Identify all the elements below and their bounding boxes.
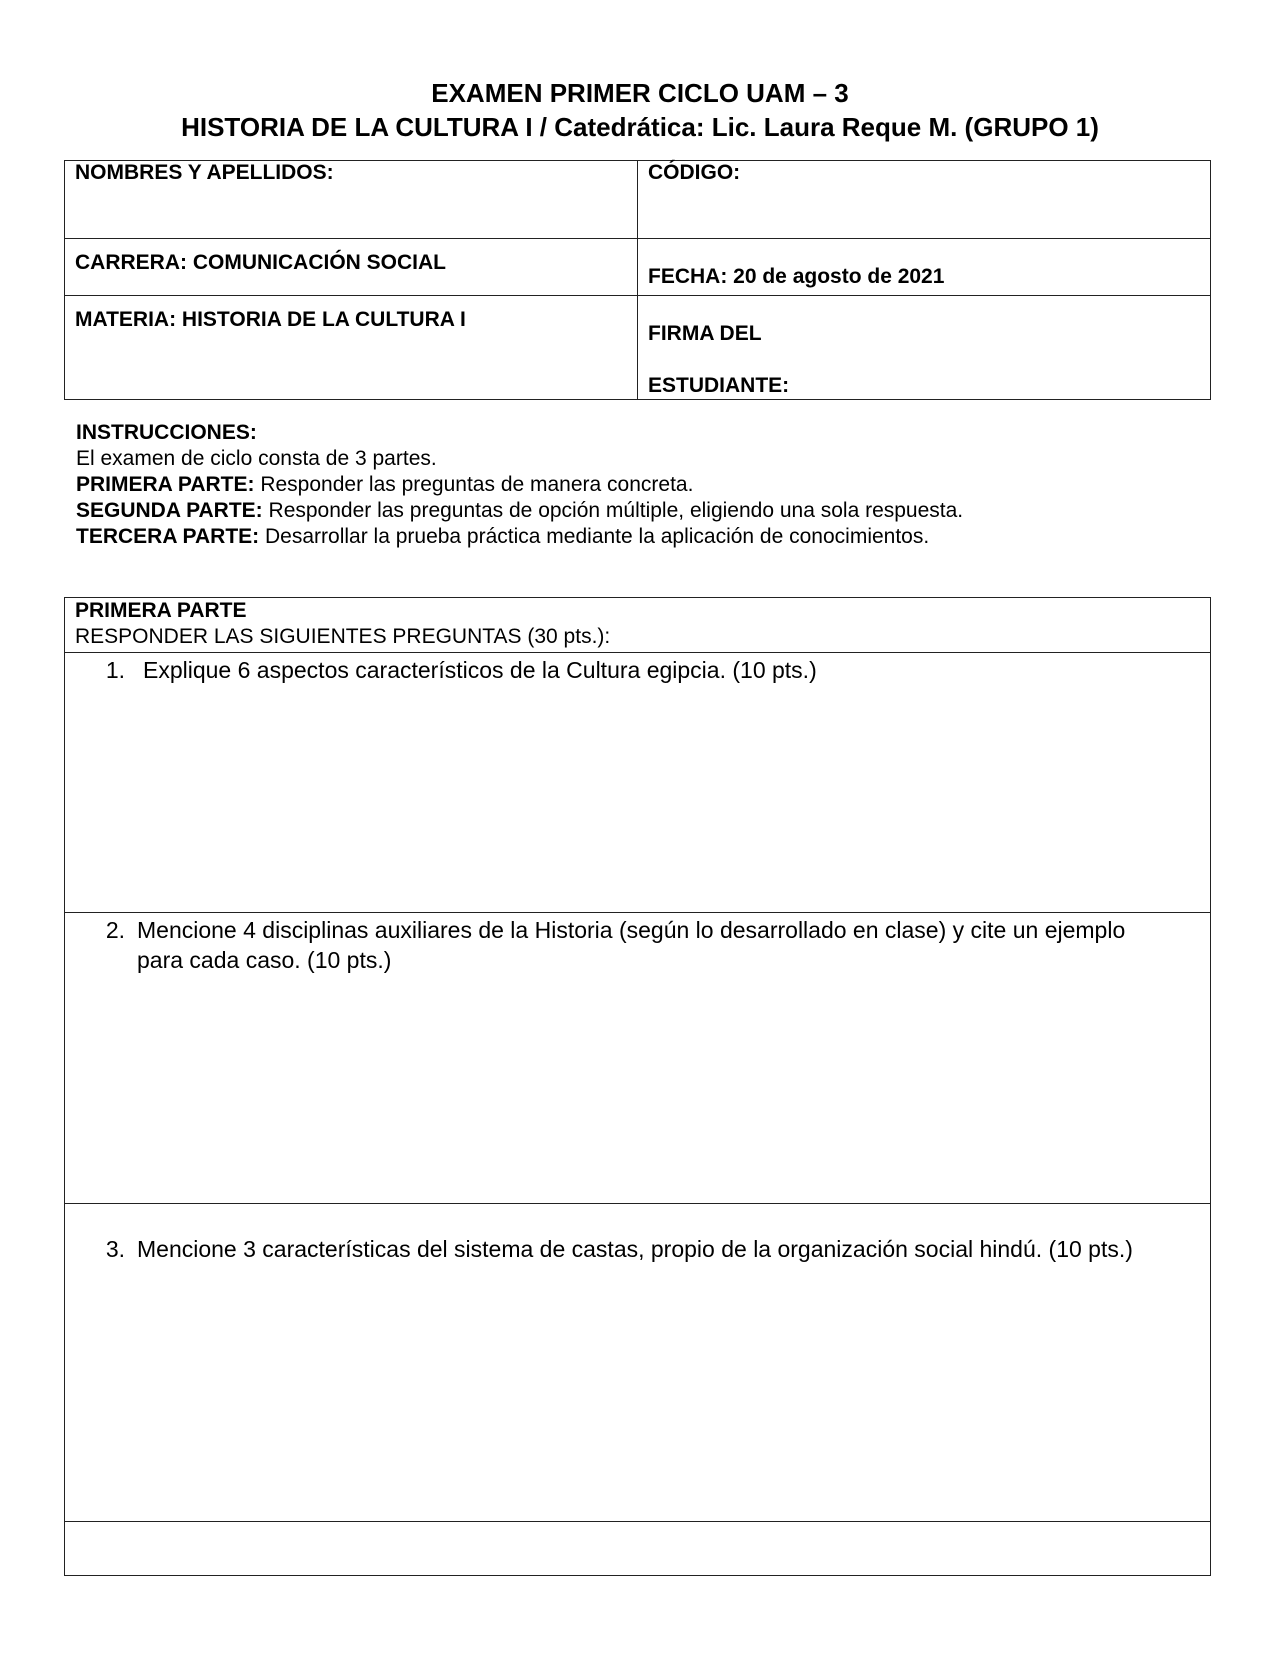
exam-title: EXAMEN PRIMER CICLO UAM – 3 [431,78,849,108]
date-cell [638,239,1211,296]
instruction-item-label: TERCERA PARTE: [76,525,260,548]
question-text: Mencione 3 características del sistema de castas, propio de la organización social hindú. (10 pts.) [137,1236,1133,1262]
instructions-block [76,420,1206,550]
signature-field[interactable] [638,296,1211,400]
instruction-item [76,524,1206,550]
instruction-item [76,472,1206,498]
extra-answer-area[interactable] [65,1522,1211,1576]
exam-subtitle: HISTORIA DE LA CULTURA I / Catedrática: Lic. Laura Reque M. (GRUPO 1) [181,112,1099,142]
names-field[interactable] [65,161,638,239]
instruction-item [76,498,1206,524]
code-field[interactable] [638,161,1211,239]
question-3-answer-area[interactable] [65,1204,1211,1522]
question-2 [75,915,1200,975]
signature-label-line2: ESTUDIANTE: [648,374,790,397]
question-1 [75,655,1200,685]
question-3 [75,1234,1200,1264]
part-one-subtitle: RESPONDER LAS SIGUIENTES PREGUNTAS (30 pts.): [75,625,611,648]
question-number: 2. [105,917,125,943]
date-label: FECHA: 20 de agosto de 2021 [648,265,945,288]
instruction-item-text: Responder las preguntas de manera concreta. [254,473,694,496]
part-one-header [65,598,1211,653]
student-info-table [64,160,1211,400]
instructions-heading: INSTRUCCIONES: [76,421,257,444]
signature-label-line1: FIRMA DEL [648,322,762,345]
instruction-item-text: Responder las preguntas de opción múltiple, eligiendo una sola respuesta. [262,499,964,522]
instruction-item-text: Desarrollar la prueba práctica mediante la aplicación de conocimientos. [259,525,930,548]
part-one-table [64,597,1211,1576]
code-label: CÓDIGO: [648,161,741,184]
part-one-title: PRIMERA PARTE [75,599,247,622]
instructions-intro: El examen de ciclo consta de 3 partes. [76,447,437,470]
question-text: Explique 6 aspectos característicos de la Cultura egipcia. (10 pts.) [143,657,817,683]
question-number: 1. [105,657,125,683]
names-label: NOMBRES Y APELLIDOS: [75,161,334,184]
question-2-answer-area[interactable] [65,913,1211,1204]
instruction-item-label: SEGUNDA PARTE: [76,499,263,522]
subject-label: MATERIA: HISTORIA DE LA CULTURA I [75,308,466,331]
question-number: 3. [105,1236,125,1262]
question-text: Mencione 4 disciplinas auxiliares de la Historia (según lo desarrollado en clase) y cite un ejemplo para cada caso. (10 pts.) [137,917,1126,973]
instruction-item-label: PRIMERA PARTE: [76,473,255,496]
question-1-answer-area[interactable] [65,653,1211,913]
career-label: CARRERA: COMUNICACIÓN SOCIAL [75,251,446,274]
career-cell [65,239,638,296]
subject-cell [65,296,638,400]
